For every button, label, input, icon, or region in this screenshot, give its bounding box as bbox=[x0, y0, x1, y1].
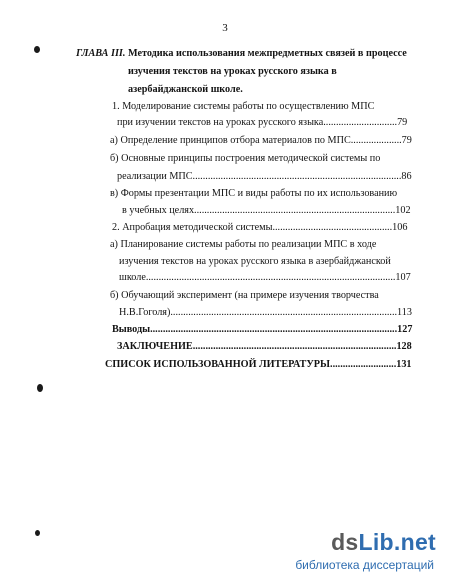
chapter-title-line1: Методика использования межпредметных связей в процессе bbox=[127, 48, 407, 59]
toc-line: школе..................................................................................................107 bbox=[119, 272, 411, 283]
toc-line: при изучении текстов на уроках русского языка.............................79 bbox=[117, 117, 408, 128]
binding-hole-top bbox=[34, 46, 40, 53]
watermark-logo-lib: Lib bbox=[358, 529, 394, 555]
toc-line: а) Планирование системы работы по реализации МПС в ходе bbox=[110, 239, 377, 250]
toc-line: Н.В.Гоголя).........................................................................................113 bbox=[119, 307, 412, 318]
binding-hole-bottom bbox=[35, 530, 40, 536]
toc-line: Выводы.................................................................................................127 bbox=[112, 324, 413, 335]
binding-hole-middle bbox=[37, 384, 43, 392]
toc-line: а) Определение принципов отбора материалов по МПС....................79 bbox=[110, 135, 412, 146]
toc-line: б) Обучающий эксперимент (на примере изучения творчества bbox=[110, 290, 379, 301]
toc-line: 1. Моделирование системы работы по осуществлению МПС bbox=[112, 101, 375, 112]
toc-line: ЗАКЛЮЧЕНИЕ................................................................................128 bbox=[117, 341, 412, 352]
toc-line: СПИСОК ИСПОЛЬЗОВАННОЙ ЛИТЕРАТУРЫ..........................131 bbox=[105, 359, 412, 370]
watermark-logo-ds: ds bbox=[331, 529, 359, 555]
watermark-subtitle: библиотека диссертаций bbox=[295, 558, 434, 572]
toc-line: в учебных целях...............................................................................102 bbox=[122, 205, 411, 216]
chapter-heading bbox=[76, 47, 407, 60]
toc-line: б) Основные принципы построения методической системы по bbox=[110, 153, 381, 164]
toc-line: 2. Апробация методической системы...............................................106 bbox=[112, 222, 408, 233]
toc-line: в) Формы презентации МПС и виды работы по их использованию bbox=[110, 188, 398, 199]
page-number: 3 bbox=[222, 22, 228, 34]
chapter-title-line2: изучения текстов на уроках русского языка в bbox=[128, 66, 337, 77]
watermark-logo-net: .net bbox=[393, 529, 436, 555]
watermark-logo bbox=[331, 529, 436, 556]
chapter-title-line3: азербайджанской школе. bbox=[128, 84, 243, 95]
chapter-prefix: ГЛАВА III. bbox=[76, 48, 126, 59]
toc-line: реализации МПС..................................................................................86 bbox=[117, 171, 412, 182]
toc-line: изучения текстов на уроках русского языка в азербайджанской bbox=[119, 256, 391, 267]
